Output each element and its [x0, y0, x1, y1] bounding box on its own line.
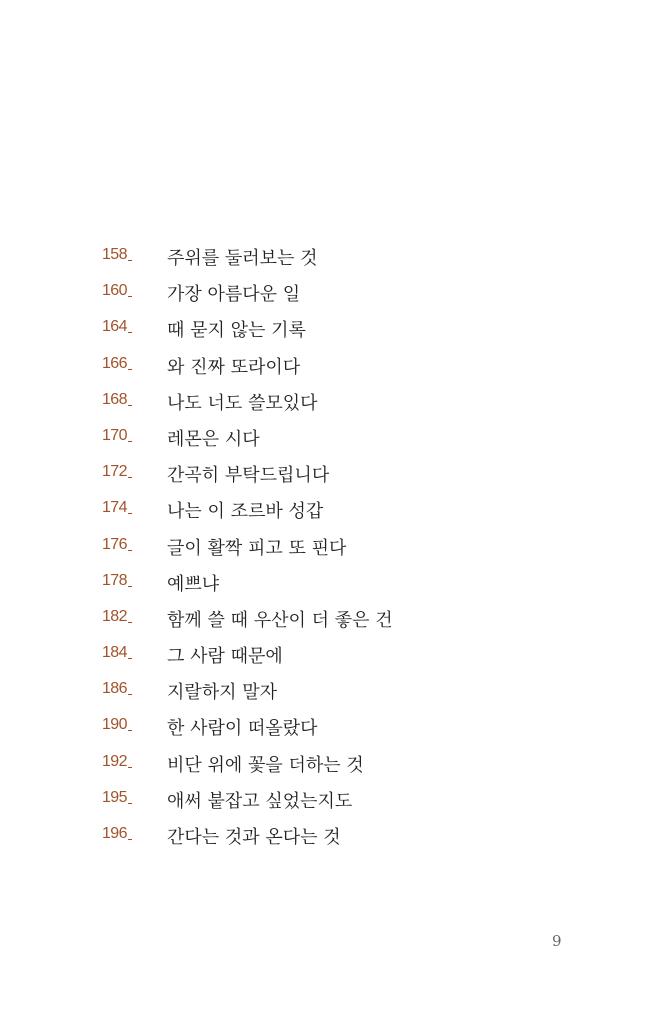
- toc-page-number: 166: [102, 355, 132, 373]
- toc-title: 때 묻지 않는 기록: [167, 320, 306, 342]
- toc-entry[interactable]: [0, 530, 665, 566]
- toc-page-number: 195: [102, 789, 132, 807]
- toc-title: 비단 위에 꽃을 더하는 것: [167, 754, 364, 776]
- toc-page-number: 170: [102, 427, 132, 445]
- toc-title: 나는 이 조르바 성갑: [167, 501, 324, 523]
- toc-entry[interactable]: [0, 421, 665, 457]
- toc-page-number: 168: [102, 391, 132, 409]
- toc-page-number: 190: [102, 716, 132, 734]
- toc-title: 그 사람 때문에: [167, 646, 283, 668]
- toc-entry[interactable]: [0, 349, 665, 385]
- toc-entry[interactable]: [0, 312, 665, 348]
- toc-title: 가장 아름다운 일: [167, 284, 301, 306]
- toc-title: 함께 쓸 때 우산이 더 좋은 건: [167, 609, 393, 631]
- toc-title: 글이 활짝 피고 또 핀다: [167, 537, 347, 559]
- toc-entry[interactable]: [0, 710, 665, 746]
- toc-title: 주위를 둘러보는 것: [167, 248, 318, 269]
- toc-page-number: 172: [102, 463, 132, 481]
- toc-title: 애써 붙잡고 싶었는지도: [167, 790, 353, 812]
- toc-entry[interactable]: [0, 819, 665, 855]
- toc-page-number: 158: [102, 246, 132, 264]
- toc-title: 간다는 것과 온다는 것: [167, 827, 341, 848]
- toc-page-number: 176: [102, 536, 132, 554]
- toc-entry[interactable]: [0, 385, 665, 421]
- toc-page-number: 192: [102, 753, 132, 771]
- toc-entry[interactable]: [0, 747, 665, 783]
- toc-entry[interactable]: [0, 276, 665, 312]
- toc-page-number: 186: [102, 680, 132, 698]
- toc-title: 레몬은 시다: [167, 428, 260, 450]
- toc-page-number: 178: [102, 572, 132, 590]
- toc-entry[interactable]: [0, 493, 665, 529]
- toc-entry[interactable]: [0, 674, 665, 710]
- toc-page-number: 164: [102, 318, 132, 336]
- toc-title: 지랄하지 말자: [167, 682, 278, 704]
- toc-page-number: 160: [102, 282, 132, 300]
- toc-entry[interactable]: [0, 566, 665, 602]
- toc-page-number: 184: [102, 644, 132, 662]
- toc-entry[interactable]: [0, 457, 665, 493]
- toc-title: 예쁘냐: [167, 573, 220, 595]
- toc-title: 간곡히 부탁드립니다: [167, 465, 330, 487]
- toc-page-number: 196: [102, 825, 132, 843]
- toc-entry[interactable]: [0, 240, 665, 276]
- page-number: 9: [552, 932, 562, 950]
- toc-title: 한 사람이 떠올랐다: [167, 718, 318, 740]
- toc-entry[interactable]: [0, 638, 665, 674]
- table-of-contents: [0, 240, 665, 855]
- toc-entry[interactable]: [0, 783, 665, 819]
- toc-title: 와 진짜 또라이다: [167, 356, 301, 378]
- toc-page-number: 174: [102, 499, 132, 517]
- toc-entry[interactable]: [0, 602, 665, 638]
- toc-title: 나도 너도 쓸모있다: [167, 392, 318, 414]
- toc-page-number: 182: [102, 608, 132, 626]
